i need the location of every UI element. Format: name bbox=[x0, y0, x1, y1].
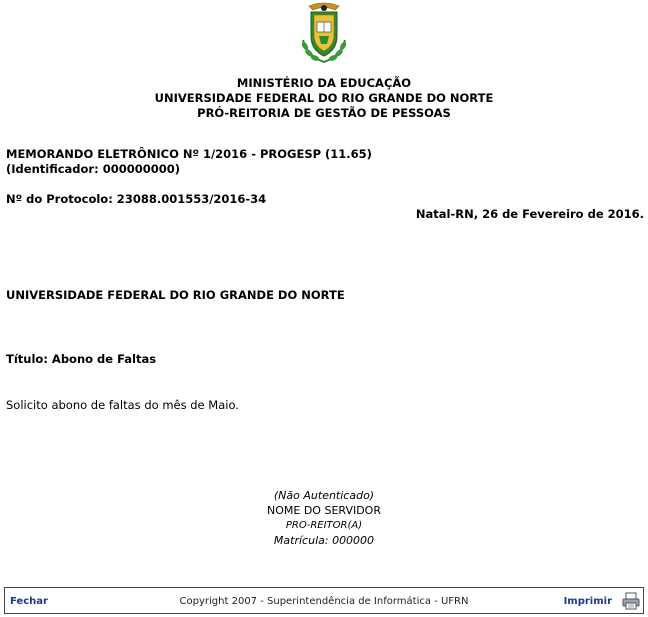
protocol-number: Nº do Protocolo: 23088.001553/2016-34 bbox=[6, 192, 267, 206]
department-name: PRÓ-REITORIA DE GESTÃO DE PESSOAS bbox=[197, 106, 451, 120]
signature-status: (Não Autenticado) bbox=[273, 489, 375, 502]
memo-title: MEMORANDO ELETRÔNICO Nº 1/2016 - PROGESP (11.65) bbox=[6, 147, 372, 161]
memo-title-block bbox=[6, 147, 372, 177]
memo-recipient: UNIVERSIDADE FEDERAL DO RIO GRANDE DO NORTE bbox=[6, 288, 345, 302]
university-name: UNIVERSIDADE FEDERAL DO RIO GRANDE DO NORTE bbox=[154, 91, 494, 105]
signature-registration: Matrícula: 000000 bbox=[273, 534, 375, 547]
memo-date: Natal-RN, 26 de Fevereiro de 2016. bbox=[415, 207, 644, 221]
memo-subject: Título: Abono de Faltas bbox=[6, 352, 157, 366]
signature-role: PRO-REITOR(A) bbox=[285, 520, 363, 531]
signature-block bbox=[0, 488, 648, 548]
footer-bar bbox=[4, 587, 644, 614]
memo-body: Solicito abono de faltas do mês de Maio. bbox=[6, 398, 239, 412]
copyright-text: Copyright 2007 - Superintendência de Informática - UFRN bbox=[179, 596, 469, 607]
ministry-name: MINISTÉRIO DA EDUCAÇÃO bbox=[236, 76, 412, 90]
printer-icon[interactable] bbox=[622, 592, 640, 610]
memo-identifier: (Identificador: 000000000) bbox=[6, 162, 180, 176]
ufrn-crest-icon bbox=[291, 0, 357, 66]
close-link[interactable]: Fechar bbox=[10, 596, 48, 607]
document-header bbox=[0, 76, 648, 121]
signature-name: NOME DO SERVIDOR bbox=[267, 504, 381, 517]
print-link[interactable]: Imprimir bbox=[563, 596, 612, 607]
